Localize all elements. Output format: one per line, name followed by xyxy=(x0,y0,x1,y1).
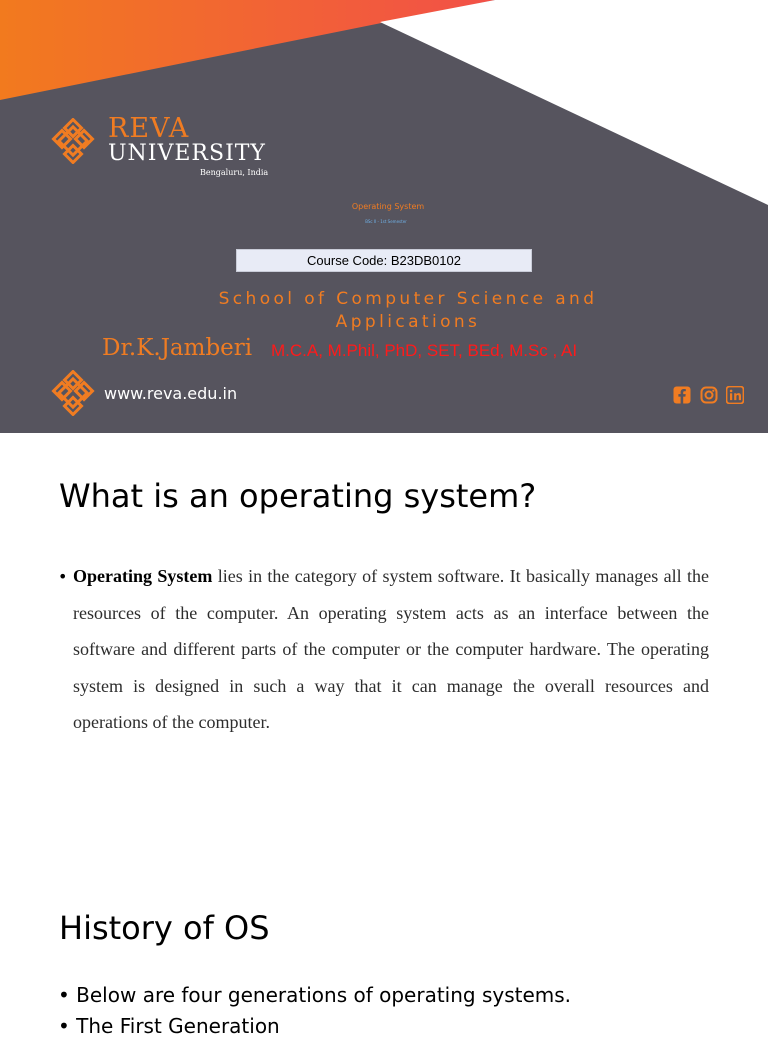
list-item: • The First Generation xyxy=(58,1014,280,1038)
section-heading-os: What is an operating system? xyxy=(59,477,537,515)
endless-knot-icon xyxy=(50,118,96,164)
facebook-icon[interactable] xyxy=(673,386,691,404)
school-name: School of Computer Science and Applications xyxy=(218,289,598,332)
professor-name: Dr.K.Jamberi xyxy=(102,335,253,361)
list-item: • Below are four generations of operating systems. xyxy=(58,983,572,1007)
endless-knot-icon xyxy=(50,370,96,416)
semester-label: BSc II - 1st Semester xyxy=(365,219,407,224)
os-term: Operating System xyxy=(73,566,213,586)
professor-qualifications: M.C.A, M.Phil, PhD, SET, BEd, M.Sc , AI xyxy=(271,341,578,360)
course-title: Operating System xyxy=(351,202,425,211)
university-logo xyxy=(50,114,290,180)
course-code: Course Code: B23DB0102 xyxy=(236,249,532,272)
cover-background xyxy=(0,0,768,433)
website-link[interactable]: www.reva.edu.in xyxy=(104,384,238,403)
section-heading-history: History of OS xyxy=(59,909,270,947)
brand-name: REVA xyxy=(108,113,190,144)
cover-slide xyxy=(0,0,768,433)
instagram-icon[interactable] xyxy=(700,386,718,404)
linkedin-icon[interactable] xyxy=(726,386,744,404)
os-definition-paragraph xyxy=(73,558,709,741)
brand-location: Bengaluru, India xyxy=(200,168,269,177)
bullet-marker: • xyxy=(58,567,68,586)
brand-subtitle: UNIVERSITY xyxy=(108,141,266,166)
os-definition-text: lies in the category of system software. It basically manages all the resources of the computer. An operating system acts as an interface between the software and different parts of the computer or the computer hardware. The operating system is designed in such a way that it can manage the overall resources and operations of the computer. xyxy=(73,566,710,732)
